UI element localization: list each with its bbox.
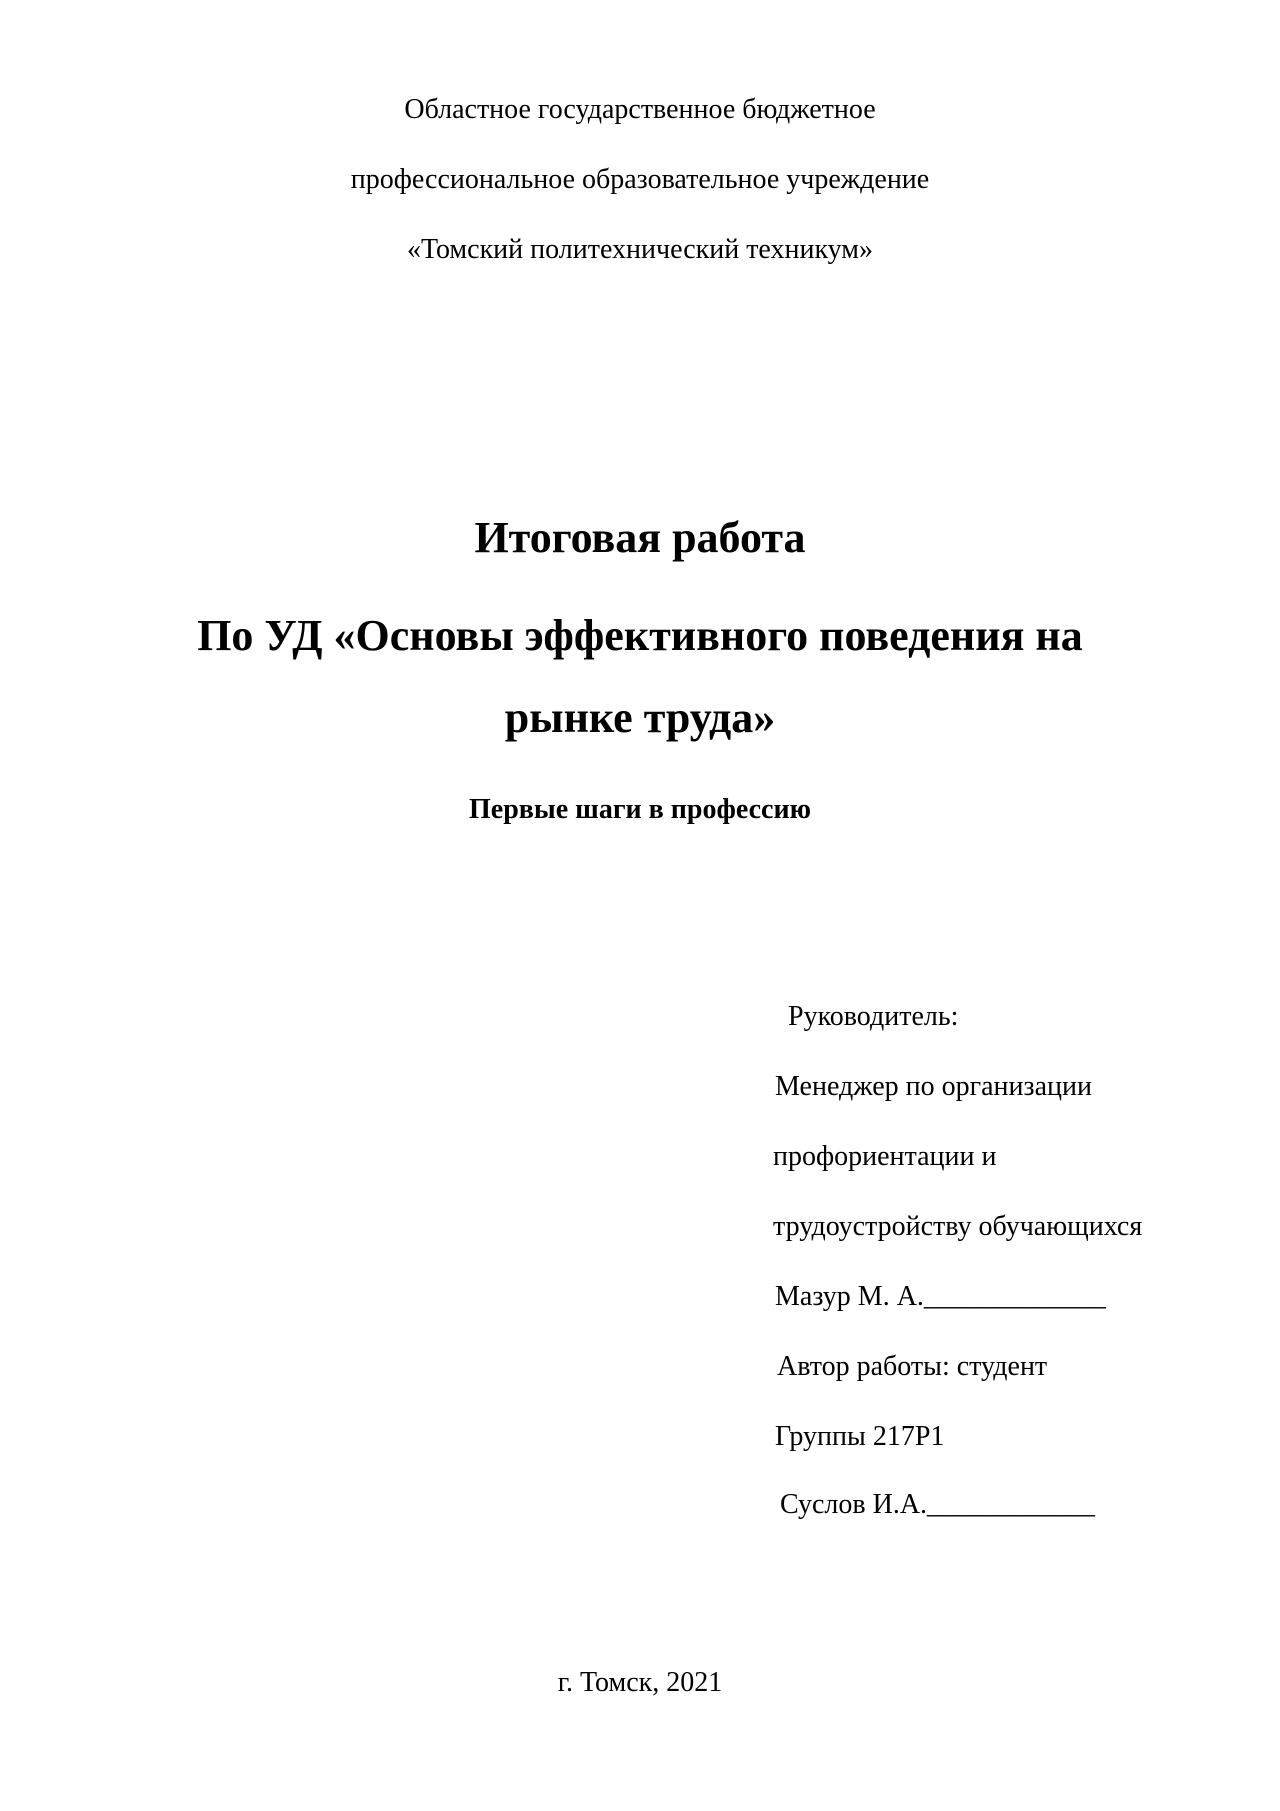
author-label: Автор работы: студент (777, 1351, 1048, 1382)
institution-line-2: профессиональное образовательное учреждение (350, 164, 930, 195)
institution-line-1: Областное государственное бюджетное (404, 94, 876, 125)
document-subtitle: Первые шаги в профессию (468, 794, 812, 825)
title-line-2: По УД «Основы эффективного поведения на (197, 611, 1083, 660)
supervisor-position-line-2: профориентации и (773, 1141, 997, 1172)
title-line-1: Итоговая работа (474, 513, 806, 562)
supervisor-name-signature: Мазур М. А._____________ (775, 1281, 1106, 1312)
supervisor-position-line-1: Менеджер по организации (775, 1071, 1092, 1102)
title-line-3: рынке труда» (504, 693, 776, 742)
author-name-signature: Суслов И.А.____________ (780, 1489, 1096, 1520)
institution-line-3: «Томский политехнический техникум» (406, 234, 874, 265)
place-and-year: г. Томск, 2021 (557, 1667, 723, 1698)
supervisor-label: Руководитель: (788, 1001, 959, 1032)
supervisor-position-line-3: трудоустройству обучающихся (773, 1211, 1143, 1242)
author-group: Группы 217Р1 (775, 1421, 945, 1452)
